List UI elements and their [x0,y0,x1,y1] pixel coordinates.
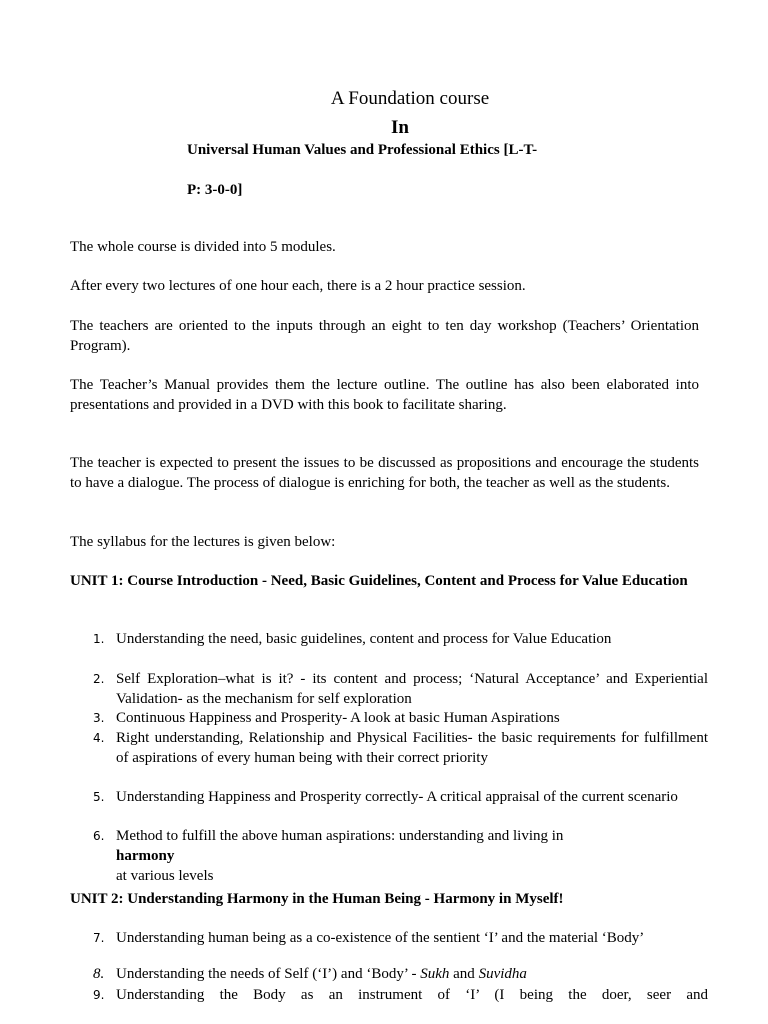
list-number: 9. [93,988,105,1002]
course-subtitle-line1: Universal Human Values and Professional Ethics [L-T- [187,142,538,158]
list-item-text: Method to fulfill the above human aspirations: understanding and living in [116,828,564,844]
list-number: 1. [93,632,105,646]
paragraph-dialogue: The teacher is expected to present the issues to be discussed as propositions and encourage the students to have a dialogue. The process of dialogue is enriching for both, the teacher as well as the students. [70,455,699,491]
list-item [116,964,708,984]
list-item-joiner: and [449,966,479,982]
list-number: 2. [93,672,105,686]
unit2-heading: UNIT 2: Understanding Harmony in the Human Being - Harmony in Myself! [70,891,564,907]
list-item-italic: Suvidha [478,966,527,982]
list-number: 3. [93,711,105,725]
list-item: Understanding Happiness and Prosperity correctly- A critical appraisal of the current scenario [116,789,678,805]
course-title: A Foundation course [330,88,490,109]
paragraph-syllabus: The syllabus for the lectures is given below: [70,534,336,550]
list-number: 6. [93,829,105,843]
list-item: Self Exploration–what is it? - its content and process; ‘Natural Acceptance’ and Experiential Validation- as the mechanism for self exploration [116,671,708,707]
list-item: Understanding the Body as an instrument of ‘I’ (I being the doer, seer and [116,987,708,1003]
list-number: 5. [93,790,105,804]
course-subtitle-line2: P: 3-0-0] [187,182,243,198]
list-number: 4. [93,731,105,745]
paragraph-modules: The whole course is divided into 5 modules. [70,239,336,255]
paragraph-lectures: After every two lectures of one hour each, there is a 2 hour practice session. [70,278,526,294]
list-item: Understanding human being as a co-existence of the sentient ‘I’ and the material ‘Body’ [116,930,645,946]
paragraph-manual: The Teacher’s Manual provides them the lecture outline. The outline has also been elaborated into presentations and provided in a DVD with this book to facilitate sharing. [70,377,699,413]
list-item: Right understanding, Relationship and Physical Facilities- the basic requirements for fulfillment of aspirations of every human being with their correct priority [116,730,708,766]
list-item-italic: Sukh [420,966,450,982]
list-number: 8. [93,966,105,982]
unit1-heading: UNIT 1: Course Introduction - Need, Basic Guidelines, Content and Process for Value Education [70,573,688,589]
list-item [116,826,708,886]
paragraph-teachers: The teachers are oriented to the inputs through an eight to ten day workshop (Teachers’ Orientation Program). [70,318,699,354]
list-number: 7. [93,931,105,945]
list-item: Understanding the need, basic guidelines, content and process for Value Education [116,631,612,647]
list-item-tail: at various levels [116,868,214,884]
list-item-bold: harmony [116,848,175,864]
course-title-in: In [391,117,409,138]
list-item-text: Understanding the needs of Self (‘I’) and ‘Body’ - [116,966,421,982]
list-item: Continuous Happiness and Prosperity- A look at basic Human Aspirations [116,710,560,726]
